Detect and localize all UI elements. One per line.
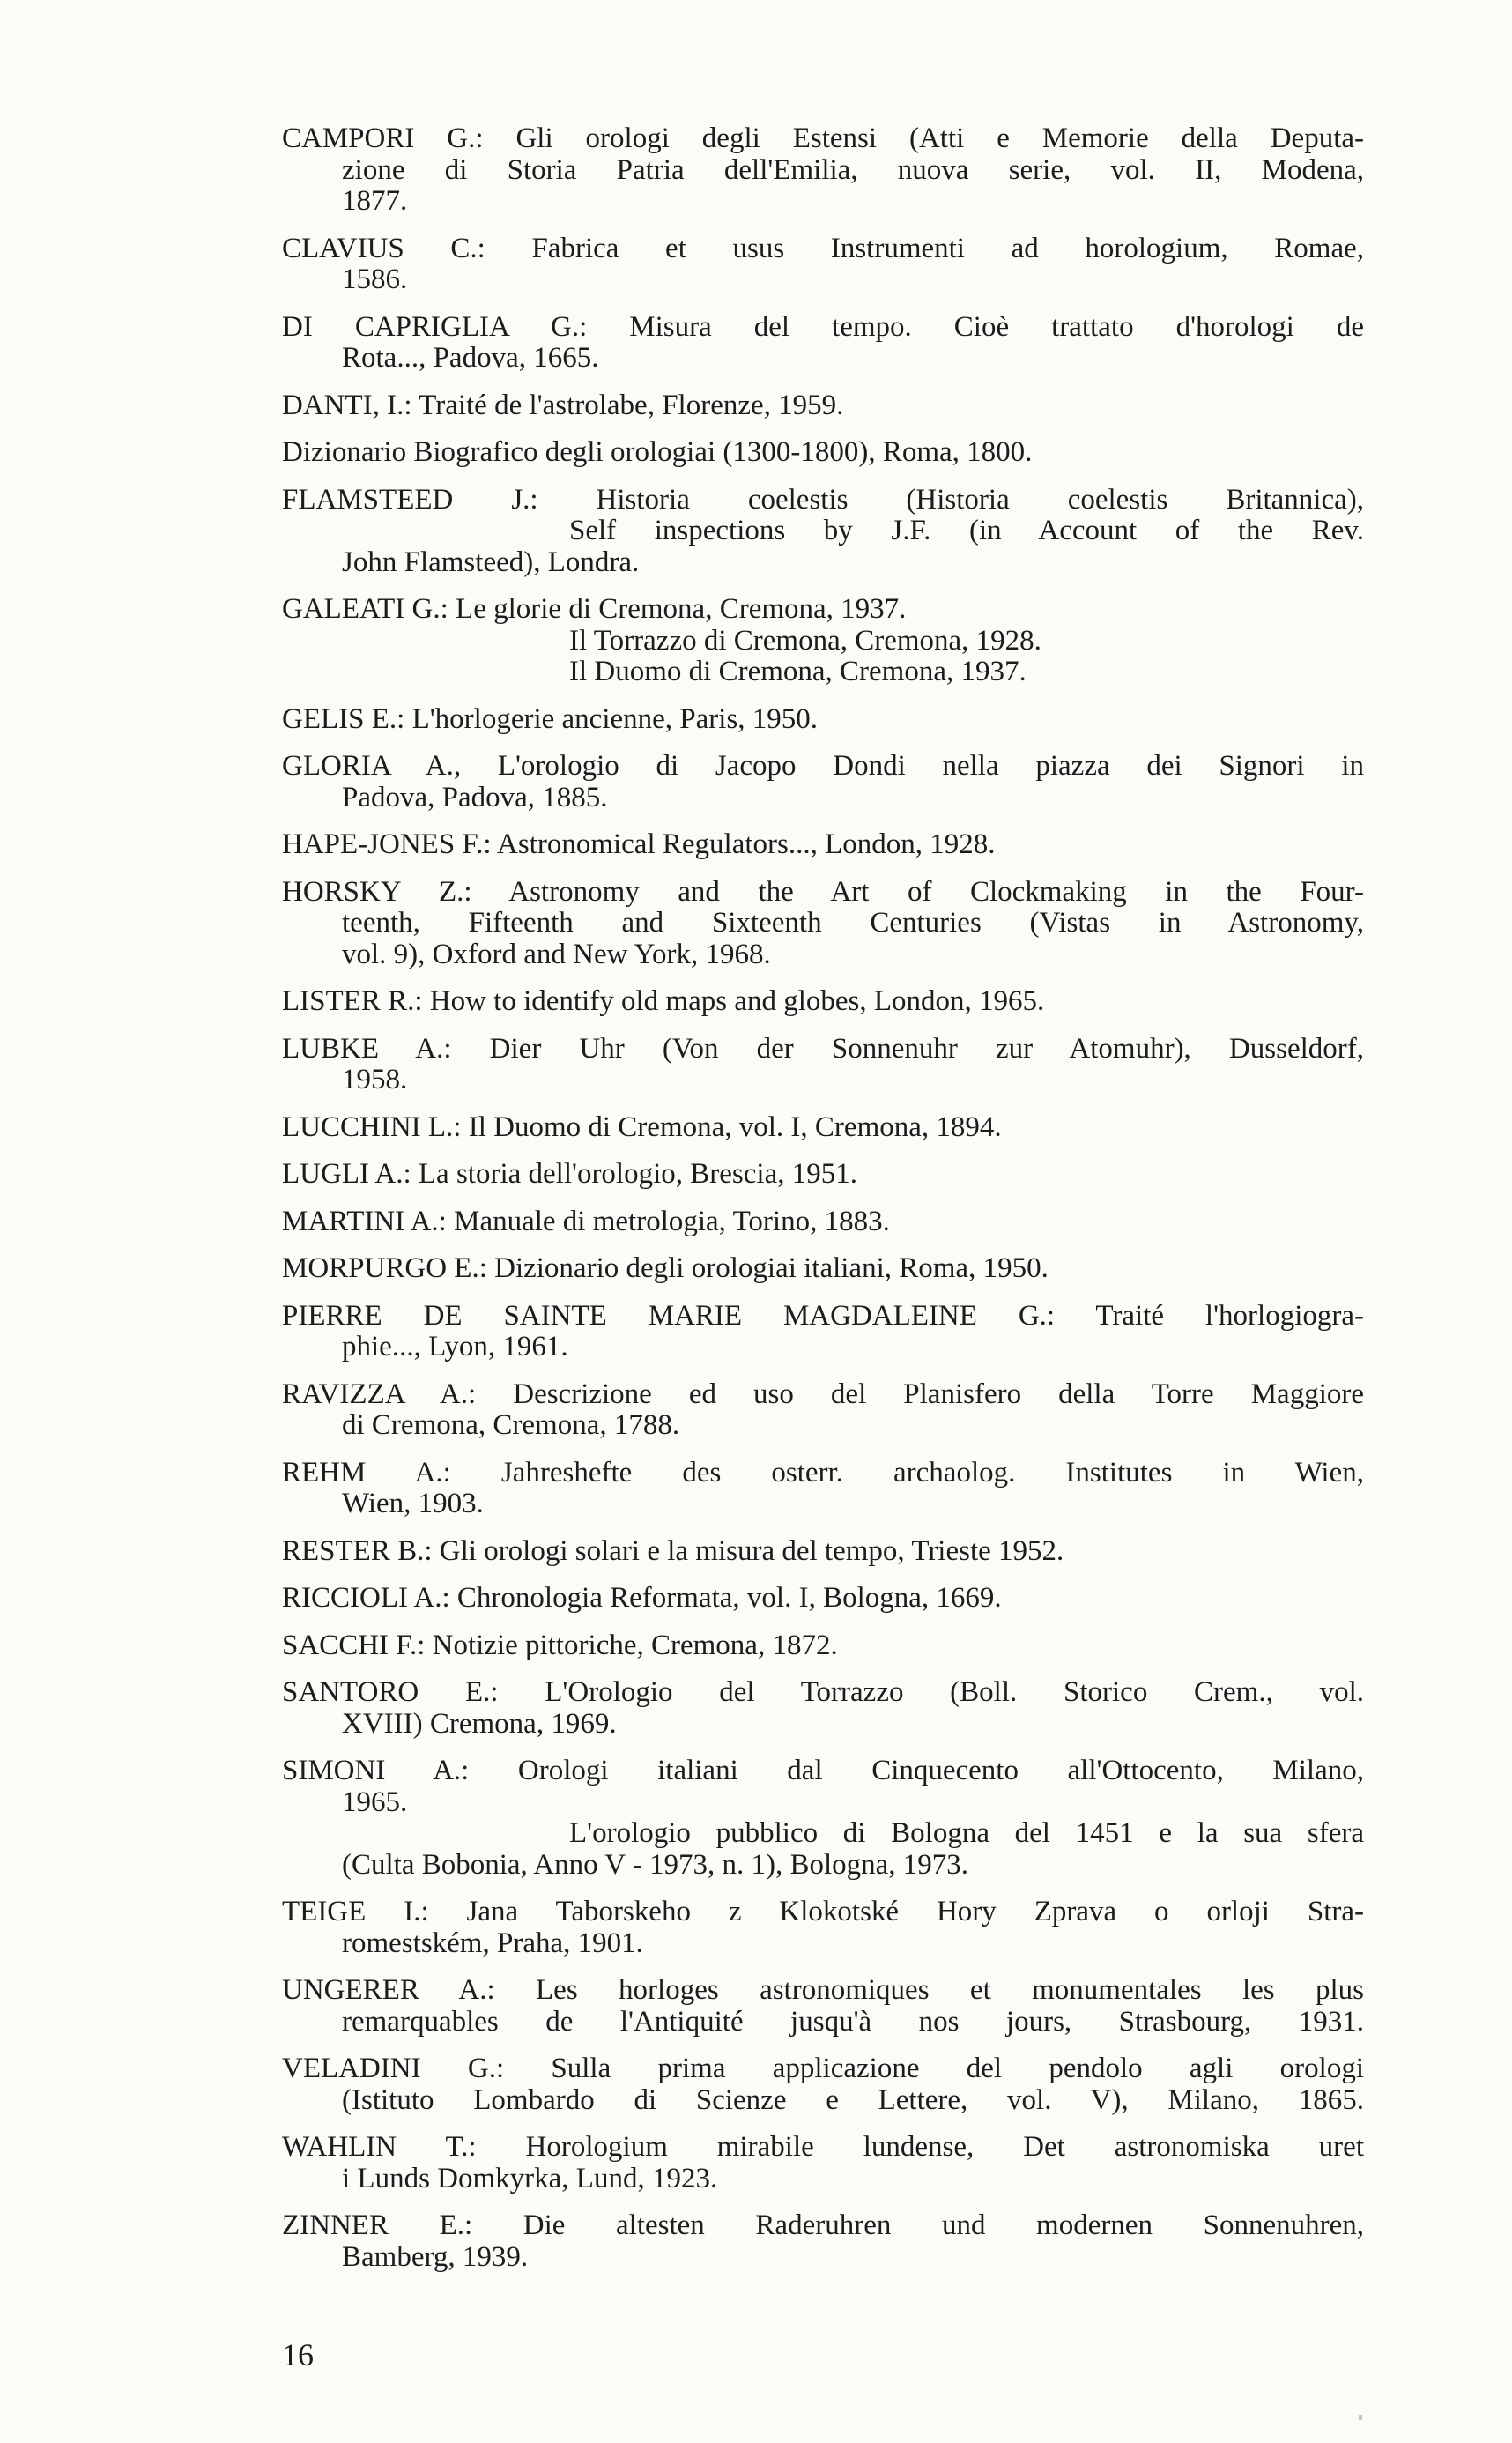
entry-continuation-line: (Istituto Lombardo di Scienze e Lettere, vol. V), Milano, 1865. xyxy=(342,2083,1364,2116)
entry-sub-work-line: L'orologio pubblico di Bologna del 1451 e la sua sfera xyxy=(569,1817,1364,1849)
bibliography-entry xyxy=(282,485,1364,579)
entry-heading-line: RICCIOLI A.: Chronologia Reformata, vol. I, Bologna, 1669. xyxy=(282,1582,1002,1614)
entry-continuation-line: Padova, Padova, 1885. xyxy=(342,781,608,813)
entry-continuation-line: 1877. xyxy=(342,185,408,217)
bibliography-entry xyxy=(282,123,1364,218)
entry-continuation-line: (Culta Bobonia, Anno V - 1973, n. 1), Bologna, 1973. xyxy=(342,1848,969,1881)
entry-heading-line: DANTI, I.: Traité de l'astrolabe, Florenze, 1959. xyxy=(282,389,844,421)
entry-continuation-line: XVIII) Cremona, 1969. xyxy=(342,1707,617,1740)
entry-heading-line: MARTINI A.: Manuale di metrologia, Torino, 1883. xyxy=(282,1205,890,1237)
entry-heading-line: RAVIZZA A.: Descrizione ed uso del Planisfero della Torre Maggiore xyxy=(282,1377,1364,1410)
entry-sub-work-line: Self inspections by J.F. (in Account of the Rev. xyxy=(569,515,1364,546)
entry-continuation-line: teenth, Fifteenth and Sixteenth Centuries (Vistas in Astronomy, xyxy=(342,907,1364,939)
bibliography-entry xyxy=(282,1630,1364,1662)
entry-heading-line: CLAVIUS C.: Fabrica et usus Instrumenti ad horologium, Romae, xyxy=(282,232,1364,264)
entry-heading-line: HORSKY Z.: Astronomy and the Art of Clockmaking in the Four- xyxy=(282,875,1364,908)
page-number: 16 xyxy=(282,2337,314,2372)
entry-sub-work-line: Il Duomo di Cremona, Cremona, 1937. xyxy=(569,656,1027,687)
entry-sub-work-line: Il Torrazzo di Cremona, Cremona, 1928. xyxy=(569,624,1041,657)
bibliography-entry xyxy=(282,1112,1364,1144)
bibliography-entry xyxy=(282,1677,1364,1740)
bibliography-entry xyxy=(282,437,1364,469)
entry-heading-line: UNGERER A.: Les horloges astronomiques et monumentales les plus xyxy=(282,1974,1364,2006)
entry-heading-line: SIMONI A.: Orologi italiani dal Cinquecento all'Ottocento, Milano, xyxy=(282,1755,1364,1786)
entry-heading-line: LISTER R.: How to identify old maps and globes, London, 1965. xyxy=(282,985,1045,1017)
entry-continuation-line: vol. 9), Oxford and New York, 1968. xyxy=(342,938,771,970)
entry-heading-line: SACCHI F.: Notizie pittoriche, Cremona, 1872. xyxy=(282,1629,838,1661)
scan-speck xyxy=(1359,2415,1362,2420)
entry-continuation-line: Rota..., Padova, 1665. xyxy=(342,342,599,374)
entry-heading-line: LUCCHINI L.: Il Duomo di Cremona, vol. I, Cremona, 1894. xyxy=(282,1110,1002,1143)
bibliography-list xyxy=(282,123,1364,2289)
entry-continuation-line: i Lunds Domkyrka, Lund, 1923. xyxy=(342,2162,718,2194)
bibliography-entry xyxy=(282,2053,1364,2116)
bibliography-entry xyxy=(282,234,1364,296)
entry-continuation-line: John Flamsteed), Londra. xyxy=(342,546,640,578)
entry-heading-line: LUBKE A.: Dier Uhr (Von der Sonnenuhr zur Atomuhr), Dusseldorf, xyxy=(282,1032,1364,1065)
bibliography-entry xyxy=(282,829,1364,861)
bibliography-entry xyxy=(282,2132,1364,2194)
bibliography-entry xyxy=(282,1207,1364,1238)
entry-heading-line: GALEATI G.: Le glorie di Cremona, Cremona, 1937. xyxy=(282,593,907,625)
bibliography-entry xyxy=(282,1253,1364,1285)
bibliography-entry xyxy=(282,390,1364,422)
entry-heading-line: RESTER B.: Gli orologi solari e la misura del tempo, Trieste 1952. xyxy=(282,1534,1064,1567)
bibliography-entry xyxy=(282,312,1364,375)
entry-heading-line: LUGLI A.: La storia dell'orologio, Brescia, 1951. xyxy=(282,1158,857,1190)
entry-heading-line: ZINNER E.: Die altesten Raderuhren und modernen Sonnenuhren, xyxy=(282,2209,1364,2241)
entry-heading-line: REHM A.: Jahreshefte des osterr. archaolog. Institutes in Wien, xyxy=(282,1456,1364,1489)
bibliography-entry xyxy=(282,986,1364,1018)
entry-continuation-line: phie..., Lyon, 1961. xyxy=(342,1331,568,1363)
bibliography-entry xyxy=(282,1756,1364,1881)
bibliography-entry xyxy=(282,2210,1364,2273)
bibliography-entry xyxy=(282,1379,1364,1442)
entry-heading-line: CAMPORI G.: Gli orologi degli Estensi (Atti e Memorie della Deputa- xyxy=(282,123,1364,154)
bibliography-entry xyxy=(282,1897,1364,1959)
entry-continuation-line: remarquables de l'Antiquité jusqu'à nos jours, Strasbourg, 1931. xyxy=(342,2005,1364,2038)
entry-heading-line: WAHLIN T.: Horologium mirabile lundense, Det astronomiska uret xyxy=(282,2131,1364,2163)
bibliography-entry xyxy=(282,704,1364,736)
entry-heading-line: HAPE-JONES F.: Astronomical Regulators..., London, 1928. xyxy=(282,828,996,860)
bibliography-entry xyxy=(282,1536,1364,1568)
entry-heading-line: DI CAPRIGLIA G.: Misura del tempo. Cioè trattato d'horologi de xyxy=(282,310,1364,343)
bibliography-entry xyxy=(282,1159,1364,1191)
bibliography-entry xyxy=(282,594,1364,688)
entry-continuation-line: 1965. xyxy=(342,1786,408,1818)
entry-continuation-line: 1958. xyxy=(342,1064,408,1095)
entry-continuation-line: zione di Storia Patria dell'Emilia, nuova serie, vol. II, Modena, xyxy=(342,153,1364,186)
entry-heading-line: FLAMSTEED J.: Historia coelestis (Historia coelestis Britannica), xyxy=(282,483,1364,516)
entry-heading-line: SANTORO E.: L'Orologio del Torrazzo (Boll. Storico Crem., vol. xyxy=(282,1676,1364,1708)
bibliography-entry xyxy=(282,1583,1364,1615)
entry-heading-line: GLORIA A., L'orologio di Jacopo Dondi nella piazza dei Signori in xyxy=(282,750,1364,782)
entry-continuation-line: di Cremona, Cremona, 1788. xyxy=(342,1409,680,1441)
entry-heading-line: VELADINI G.: Sulla prima applicazione del pendolo agli orologi xyxy=(282,2053,1364,2084)
bibliography-entry xyxy=(282,1458,1364,1520)
entry-continuation-line: Wien, 1903. xyxy=(342,1488,484,1519)
entry-continuation-line: Bamberg, 1939. xyxy=(342,2240,529,2273)
entry-continuation-line: 1586. xyxy=(342,264,408,295)
entry-continuation-line: romestském, Praha, 1901. xyxy=(342,1927,643,1959)
bibliography-entry xyxy=(282,751,1364,813)
bibliography-entry xyxy=(282,1975,1364,2038)
bibliography-entry xyxy=(282,1301,1364,1363)
entry-heading-line: PIERRE DE SAINTE MARIE MAGDALEINE G.: Traité l'horlogiogra- xyxy=(282,1299,1364,1332)
entry-heading-line: Dizionario Biografico degli orologiai (1300-1800), Roma, 1800. xyxy=(282,436,1033,468)
entry-heading-line: MORPURGO E.: Dizionario degli orologiai italiani, Roma, 1950. xyxy=(282,1252,1049,1284)
bibliography-entry xyxy=(282,877,1364,971)
entry-heading-line: TEIGE I.: Jana Taborskeho z Klokotské Hory Zprava o orloji Stra- xyxy=(282,1896,1364,1927)
bibliography-entry xyxy=(282,1034,1364,1096)
entry-heading-line: GELIS E.: L'horlogerie ancienne, Paris, 1950. xyxy=(282,702,819,735)
